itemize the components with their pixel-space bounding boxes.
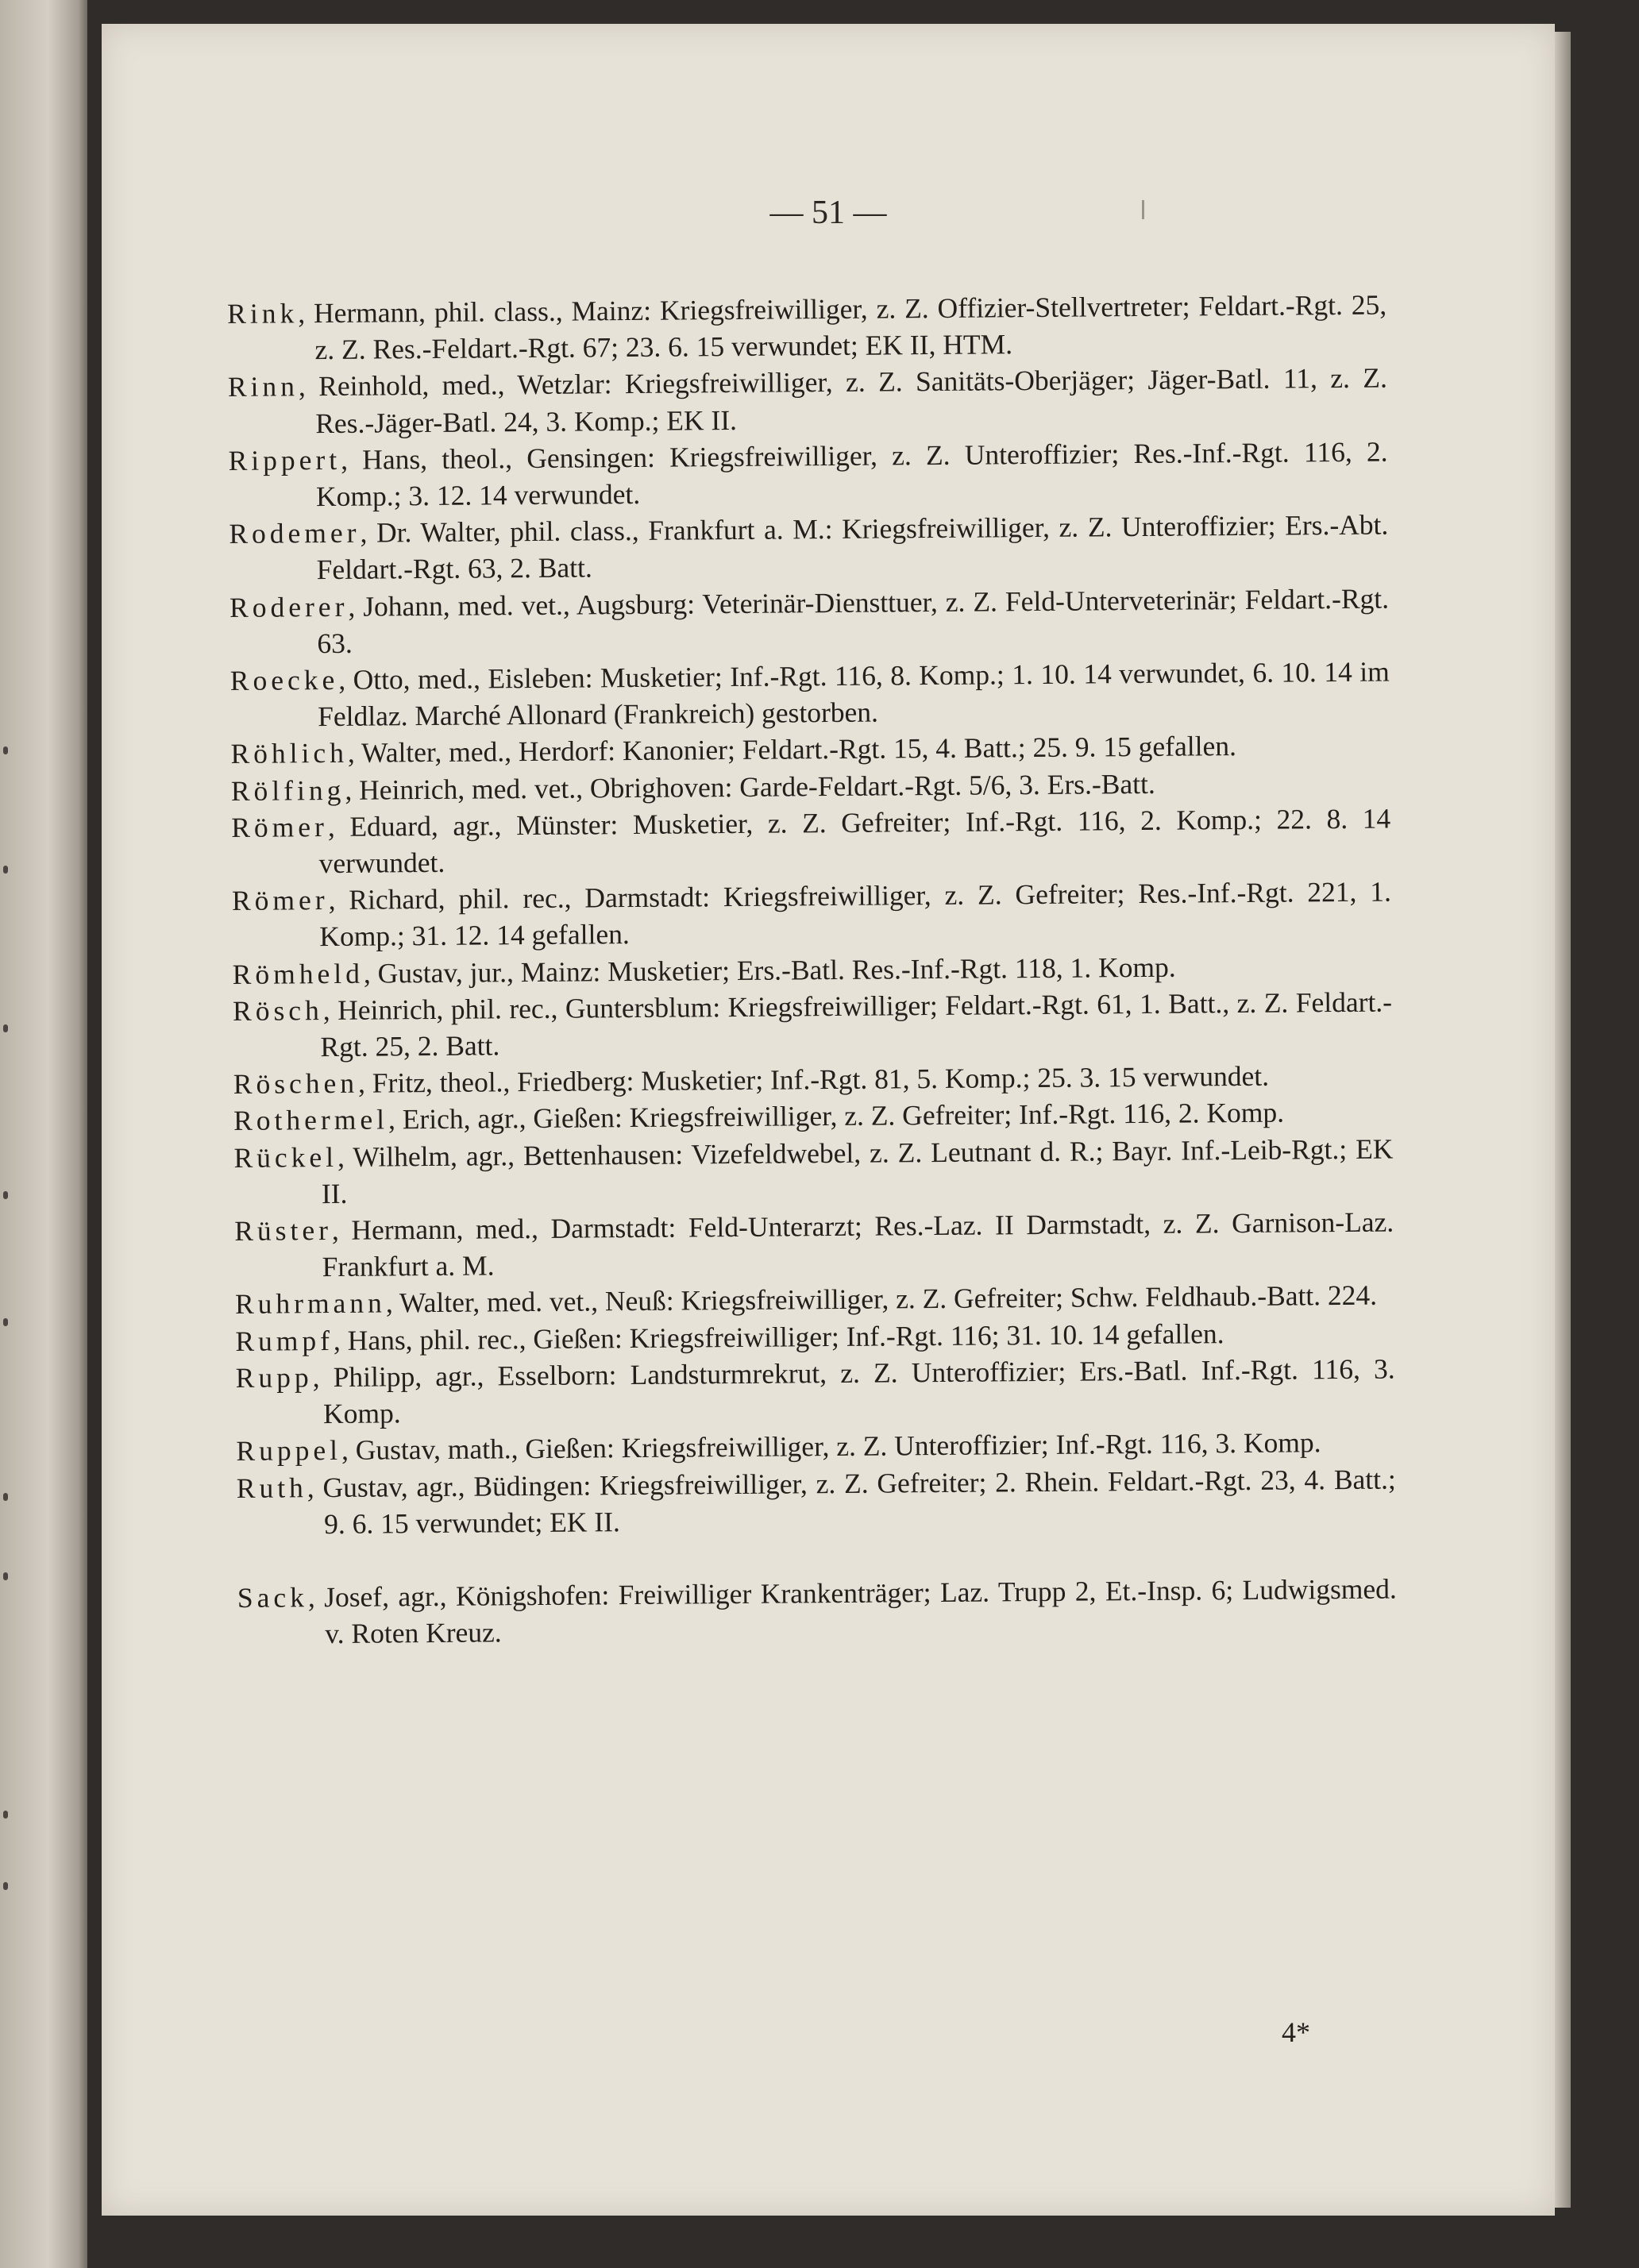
list-item <box>237 1570 1398 1653</box>
entry-details: , Gustav, agr., Büdingen: Kriegsfreiwilliger, z. Z. Gefreiter; 2. Rhein. Feldart.-Rgt. 23, 4. Batt.; 9. 6. 15 verwundet; EK II. <box>307 1462 1396 1540</box>
entry-list <box>227 287 1397 1653</box>
list-item <box>227 287 1387 369</box>
margin-mark <box>3 866 8 874</box>
entry-surname: Röhlich <box>230 737 349 770</box>
entry-details: , Gustav, jur., Mainz: Musketier; Ers.-Batl. Res.-Inf.-Rgt. 118, 1. Komp. <box>363 951 1176 989</box>
entry-details: , Reinhold, med., Wetzlar: Kriegsfreiwilliger, z. Z. Sanitäts-Oberjäger; Jäger-Batl. 11, z. Z. Res.-Jäger-Batl. 24, 3. Komp.; EK II. <box>298 361 1388 439</box>
entry-surname: Rumpf <box>235 1324 334 1357</box>
entry-surname: Rippert <box>228 443 341 476</box>
list-item <box>233 1130 1394 1213</box>
margin-mark <box>3 1811 8 1819</box>
entry-details: , Richard, phil. rec., Darmstadt: Kriegsfreiwilliger, z. Z. Gefreiter; Res.-Inf.-Rgt. 221, 1. Komp.; 31. 12. 14 gefallen. <box>319 875 1392 953</box>
entry-surname: Roderer <box>229 590 349 623</box>
left-page-edge <box>0 0 87 2268</box>
entry-surname: Rothermel <box>233 1103 389 1137</box>
entry-surname: Rölfing <box>230 773 345 807</box>
entry-details: , Heinrich, med. vet., Obrighoven: Garde-Feldart.-Rgt. 5/6, 3. Ers.-Batt. <box>345 767 1155 806</box>
entry-details: , Johann, med. vet., Augsburg: Veterinär-Diensttuer, z. Z. Feld-Unterveterinär; Feldart.-Rgt. 63. <box>317 582 1390 659</box>
entry-details: , Philipp, agr., Esselborn: Landsturmrekrut, z. Z. Unteroffizier; Ers.-Batl. Inf.-Rgt. 116, 3. Komp. <box>312 1352 1395 1430</box>
entry-details: , Heinrich, phil. rec., Guntersblum: Kriegsfreiwilliger; Feldart.-Rgt. 61, 1. Batt., z. Z. Feldart.-Rgt. 25, 2. Batt. <box>320 986 1393 1063</box>
entry-details: , Walter, med., Herdorf: Kanonier; Feldart.-Rgt. 15, 4. Batt.; 25. 9. 15 gefallen. <box>347 730 1237 770</box>
entry-surname: Roecke <box>229 663 339 697</box>
margin-mark <box>3 1882 8 1890</box>
margin-mark <box>3 1493 8 1501</box>
entry-details: , Eduard, agr., Münster: Musketier, z. Z. Gefreiter; Inf.-Rgt. 116, 2. Komp.; 22. 8. 14 verwundet. <box>318 802 1391 880</box>
entry-details: , Dr. Walter, phil. class., Frankfurt a. M.: Kriegsfreiwilliger, z. Z. Unteroffizier; Ers.-Abt. Feldart.-Rgt. 63, 2. Batt. <box>316 508 1389 586</box>
list-item <box>232 874 1392 956</box>
list-item <box>230 654 1390 736</box>
list-item <box>234 1204 1394 1286</box>
entry-surname: Römer <box>231 810 329 843</box>
signature-mark: 4* <box>1282 2016 1310 2048</box>
list-item <box>228 433 1388 515</box>
entry-surname: Rink <box>227 297 299 330</box>
entry-surname: Rüster <box>234 1214 333 1248</box>
list-item <box>229 580 1390 662</box>
entry-surname: Rückel <box>233 1140 338 1174</box>
entry-details: , Hans, theol., Gensingen: Kriegsfreiwilliger, z. Z. Unteroffizier; Res.-Inf.-Rgt. 116, 2. Komp.; 3. 12. 14 verwundet. <box>315 435 1388 513</box>
list-item <box>231 800 1391 882</box>
list-item <box>228 360 1388 442</box>
margin-mark <box>3 1318 8 1326</box>
entry-details: , Gustav, math., Gießen: Kriegsfreiwilliger, z. Z. Unteroffizier; Inf.-Rgt. 116, 3. Komp. <box>341 1426 1321 1467</box>
entry-surname: Rupp <box>235 1361 313 1394</box>
entry-surname: Röschen <box>233 1067 359 1101</box>
entry-surname: Sack <box>237 1581 309 1614</box>
entry-details: , Fritz, theol., Friedberg: Musketier; Inf.-Rgt. 81, 5. Komp.; 25. 3. 15 verwundet. <box>357 1059 1270 1099</box>
entry-surname: Rodemer <box>229 516 361 550</box>
entry-details: , Josef, agr., Königshofen: Freiwilliger Krankenträger; Laz. Trupp 2, Et.-Insp. 6; Ludwigsmed. v. Roten Kreuz. <box>307 1572 1397 1650</box>
entry-details: , Hermann, med., Darmstadt: Feld-Unterarzt; Res.-Laz. II Darmstadt, z. Z. Garnison-Laz. Frankfurt a. M. <box>322 1205 1394 1283</box>
book-page <box>102 24 1555 2216</box>
list-item <box>237 1460 1397 1543</box>
stray-mark <box>1142 200 1144 219</box>
margin-mark <box>3 1572 8 1580</box>
margin-mark <box>3 1024 8 1032</box>
entry-details: , Erich, agr., Gießen: Kriegsfreiwilliger, z. Z. Gefreiter; Inf.-Rgt. 116, 2. Komp. <box>388 1097 1285 1136</box>
entry-details: , Walter, med. vet., Neuß: Kriegsfreiwilliger, z. Z. Gefreiter; Schw. Feldhaub.-Batt. 224. <box>385 1279 1378 1319</box>
entry-details: , Otto, med., Eisleben: Musketier; Inf.-Rgt. 116, 8. Komp.; 1. 10. 14 verwundet, 6. 10. 14 im Feldlaz. Marché Allonard (Frankreich) gestorben. <box>318 655 1390 733</box>
page-number: — 51 — <box>769 195 887 231</box>
entry-surname: Ruth <box>236 1471 307 1504</box>
page-right-edge <box>1555 32 1571 2208</box>
entry-surname: Rösch <box>232 993 323 1027</box>
margin-mark <box>3 1191 8 1199</box>
entry-details: , Hans, phil. rec., Gießen: Kriegsfreiwilliger; Inf.-Rgt. 116; 31. 10. 14 gefallen. <box>333 1317 1224 1356</box>
entry-details: , Hermann, phil. class., Mainz: Kriegsfreiwilliger, z. Z. Offizier-Stellvertreter; Feldart.-Rgt. 25, z. Z. Res.-Feldart.-Rgt. 67; 23. 6. 15 verwundet; EK II, HTM. <box>298 288 1387 366</box>
entry-surname: Römheld <box>232 957 364 990</box>
entry-surname: Rinn <box>227 370 299 403</box>
list-item <box>236 1350 1396 1433</box>
entry-surname: Ruppel <box>236 1434 342 1468</box>
margin-mark <box>3 746 8 754</box>
list-item <box>233 983 1393 1066</box>
list-item <box>229 507 1389 589</box>
entry-surname: Römer <box>231 884 329 917</box>
entry-surname: Ruhrmann <box>234 1286 387 1321</box>
entry-details: , Wilhelm, agr., Bettenhausen: Vizefeldwebel, z. Z. Leutnant d. R.; Bayr. Inf.-Leib-Rgt.; EK II. <box>321 1132 1394 1209</box>
